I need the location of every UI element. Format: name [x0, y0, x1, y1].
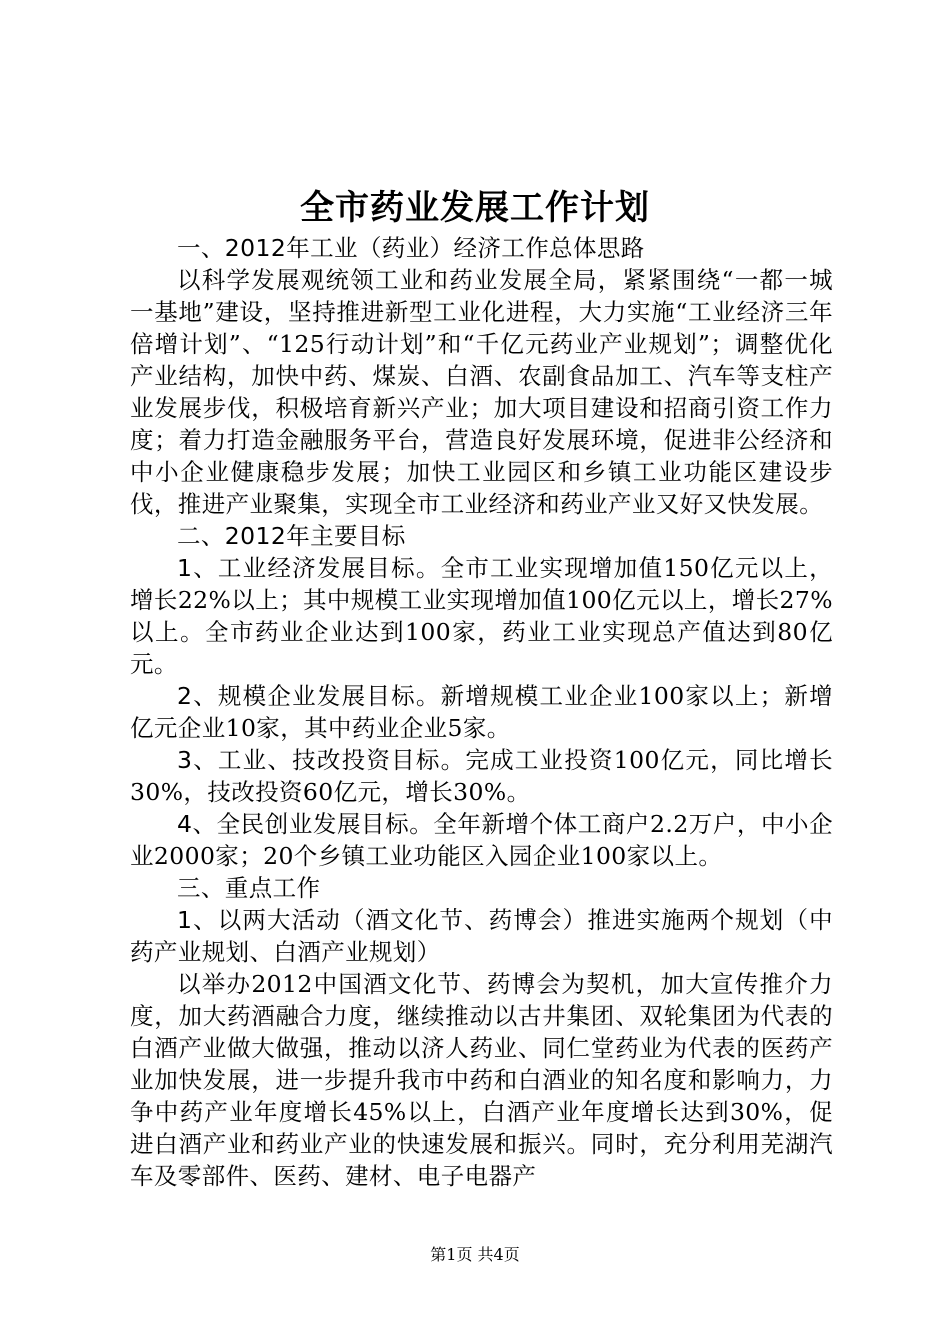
- work-heading-1: 1、以两大活动（酒文化节、药博会）推进实施两个规划（中药产业规划、白酒产业规划）: [130, 906, 833, 966]
- goal-text-1: 全市工业实现增加值150亿元以上，增长22%以上；其中规模工业实现增加值100亿元以上，增长27%以上。全市药业企业达到100家，药业工业实现总产值达到80亿元。: [130, 554, 833, 678]
- goal-lead-4: 4、全民创业发展目标。: [177, 810, 434, 838]
- paragraph-work-1: 以举办2012中国酒文化节、药博会为契机，加大宣传推介力度，加大药酒融合力度，继续推动以古井集团、双轮集团为代表的白酒产业做大做强，推动以济人药业、同仁堂药业为代表的医药产业加快发展，进一步提升我市中药和白酒业的知名度和影响力，力争中药产业年度增长45%以上，白酒产业年度增长达到30%，促进白酒产业和药业产业的快速发展和振兴。同时，充分利用芜湖汽车及零部件、医药、建材、电子电器产: [130, 970, 833, 1190]
- goal-text-2: 新增规模工业企业100家以上；新增亿元企业10家，其中药业企业5家。: [130, 682, 833, 742]
- paragraph-overall-approach: 以科学发展观统领工业和药业发展全局，紧紧围绕“一都一城一基地”建设，坚持推进新型工业化进程，大力实施“工业经济三年倍增计划”、“125行动计划”和“千亿元药业产业规划”；调整优化产业结构，加快中药、煤炭、白酒、农副食品加工、汽车等支柱产业发展步伐，积极培育新兴产业；加大项目建设和招商引资工作力度；着力打造金融服务平台，营造良好发展环境，促进非公经济和中小企业健康稳步发展；加快工业园区和乡镇工业功能区建设步伐，推进产业聚集，实现全市工业经济和药业产业又好又快发展。: [130, 266, 833, 518]
- document-title: 全市药业发展工作计划: [300, 188, 650, 228]
- section-heading-3: 三、重点工作: [177, 874, 321, 902]
- document-body: [130, 232, 833, 1192]
- goal-text-4: 全年新增个体工商户2.2万户，中小企业2000家；20个乡镇工业功能区入园企业100家以上。: [130, 810, 834, 870]
- goal-item-4: [130, 808, 833, 872]
- goal-lead-3: 3、工业、技改投资目标。: [177, 746, 466, 774]
- goal-item-3: [130, 744, 833, 808]
- page-number-footer: 第1页 共4页: [430, 1245, 520, 1264]
- goal-lead-2: 2、规模企业发展目标。: [177, 682, 441, 710]
- goal-lead-1: 1、工业经济发展目标。: [177, 554, 441, 582]
- section-heading-2: 二、2012年主要目标: [177, 522, 406, 550]
- goal-item-1: [130, 552, 833, 680]
- goal-item-2: [130, 680, 833, 744]
- goal-text-3: 完成工业投资100亿元，同比增长30%，技改投资60亿元，增长30%。: [130, 746, 833, 806]
- section-heading-1: 一、2012年工业（药业）经济工作总体思路: [177, 234, 645, 262]
